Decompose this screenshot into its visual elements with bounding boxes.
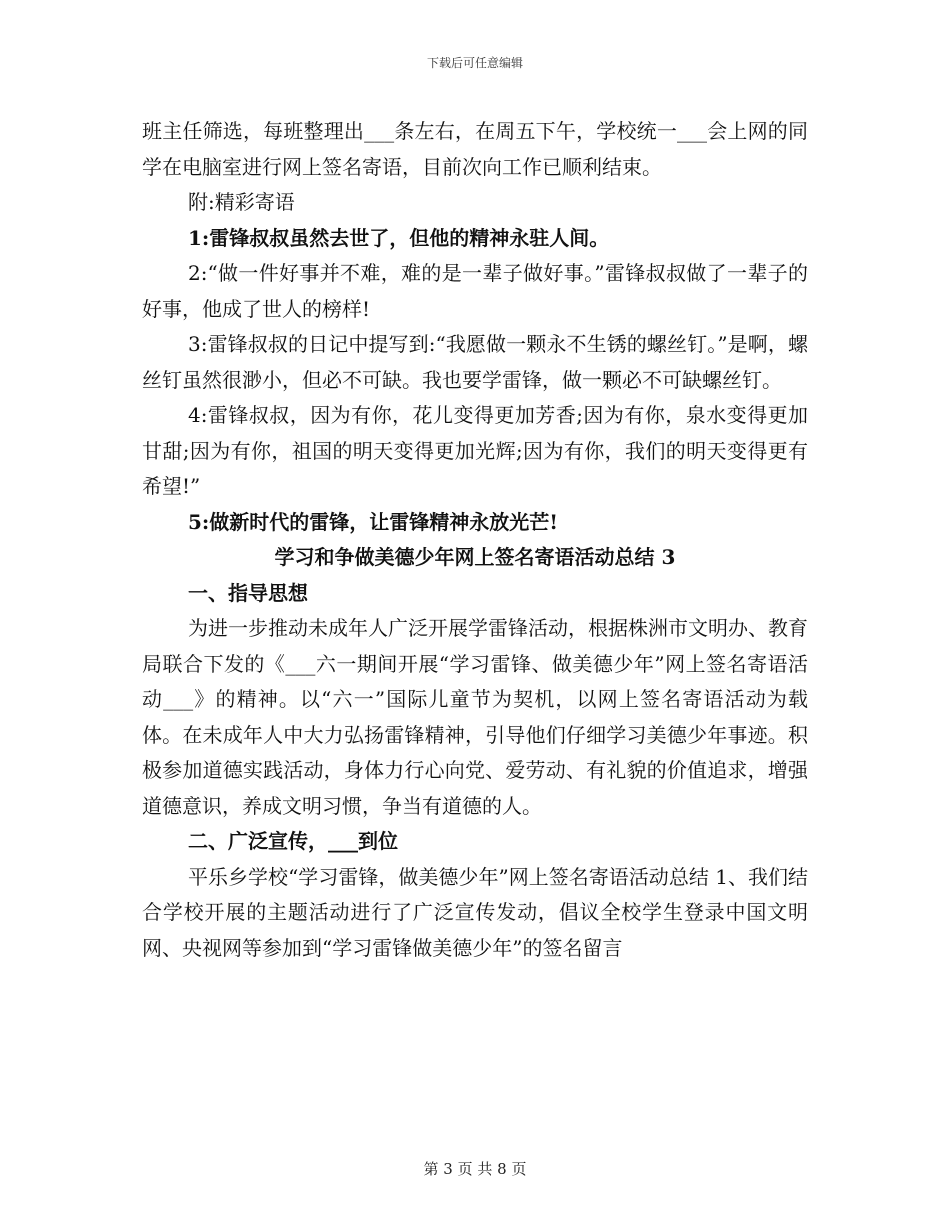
page-header: 下载后可任意编辑 [426, 56, 523, 70]
section-title: 学习和争做美德少年网上签名寄语活动总结 3 [274, 545, 676, 569]
paragraph-publicity: 平乐乡学校“学习雷锋，做美德少年”网上签名寄语活动总结 1、我们结合学校开展的主题活动进行了广泛宣传发动，倡议全校学生登录中国文明网、央视网等参加到“学习雷锋做美德少年”的签名留言 [142, 864, 808, 960]
paragraph-guiding-thought: 为进一步推动未成年人广泛开展学雷锋活动，根据株洲市文明办、教育局联合下发的《___六一期间开展“学习雷锋、做美德少年”网上签名寄语活动___》的精神。以“六一”国际儿童节为契机，以网上签名寄语活动为载体。在未成年人中大力弘扬雷锋精神，引导他们仔细学习美德少年事迹。积极参加道德实践活动，身体力行心向党、爱劳动、有礼貌的价值追求，增强道德意识，养成文明习惯，争当有道德的人。 [142, 616, 808, 818]
quote-item-2: 2:“做一件好事并不难，难的是一辈子做好事。”雷锋叔叔做了一辈子的好事，他成了世人的榜样! [142, 261, 808, 321]
quote-item-4: 4:雷锋叔叔，因为有你，花儿变得更加芳香;因为有你，泉水变得更加甘甜;因为有你，祖国的明天变得更加光辉;因为有你，我们的明天变得更有希望!” [142, 403, 808, 498]
quote-item-3: 3:雷锋叔叔的日记中提写到:“我愿做一颗永不生锈的螺丝钉。”是啊，螺丝钉虽然很渺小，但必不可缺。我也要学雷锋，做一颗必不可缺螺丝钉。 [142, 332, 808, 392]
document-body [142, 114, 808, 966]
paragraph-continuation: 班主任筛选，每班整理出___条左右，在周五下午，学校统一___会上网的同学在电脑室进行网上签名寄语，目前次向工作已顺利结束。 [142, 119, 808, 179]
heading-publicity: 二、广泛宣传，___到位 [188, 829, 398, 853]
quote-item-5: 5:做新时代的雷锋，让雷锋精神永放光芒! [188, 509, 559, 534]
quote-item-1: 1:雷锋叔叔虽然去世了，但他的精神永驻人间。 [188, 225, 610, 250]
heading-guiding-thought: 一、指导思想 [188, 580, 308, 605]
page-footer: 第 3 页 共 8 页 [423, 1160, 527, 1178]
paragraph-appendix-label: 附:精彩寄语 [188, 190, 295, 214]
